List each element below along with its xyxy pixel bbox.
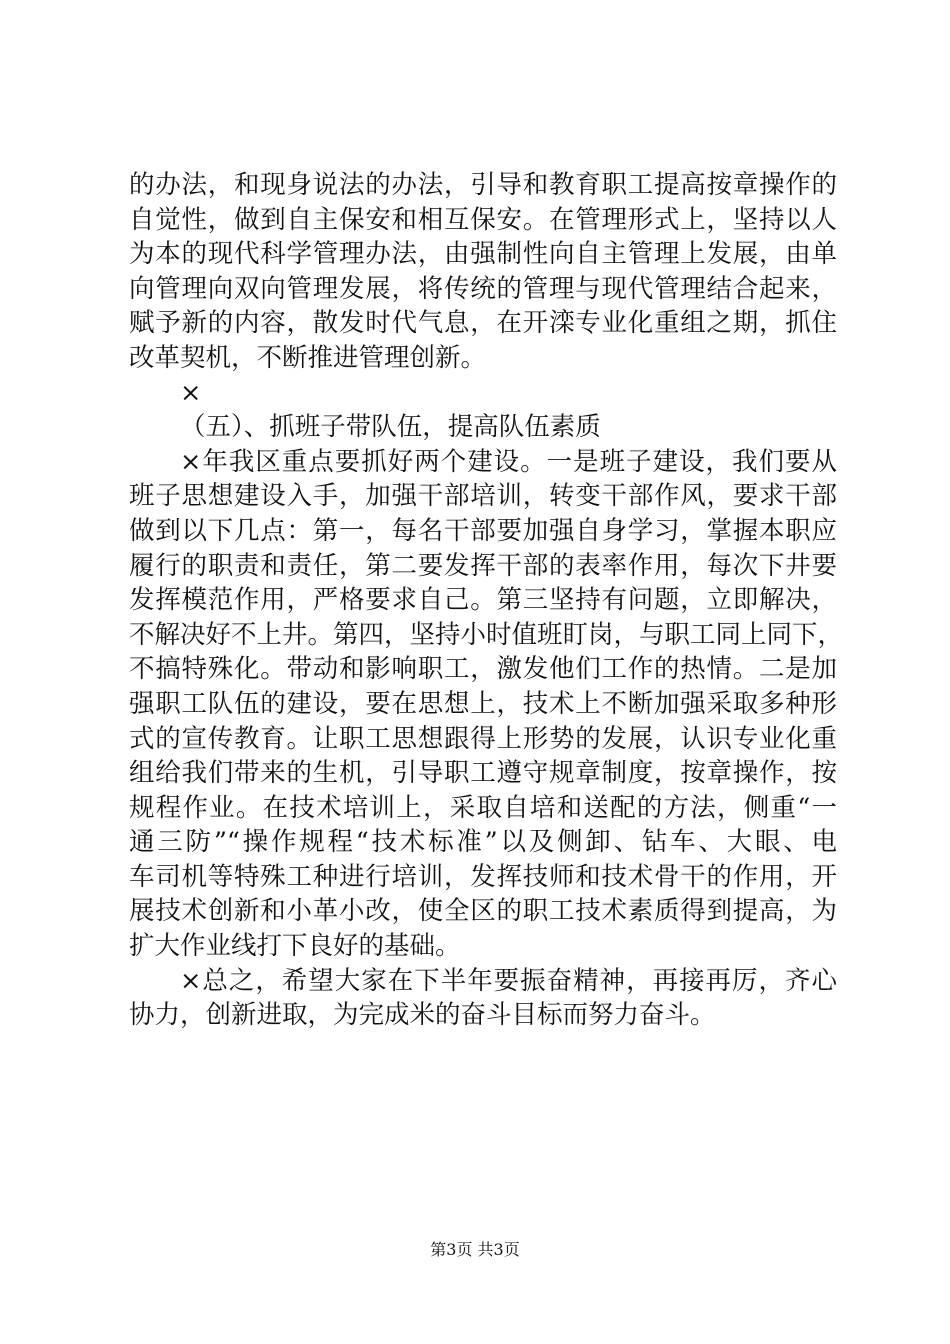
text-line: 不搞特殊化。带动和影响职工，激发他们工作的热情。二是加 <box>129 654 837 685</box>
text-line: × <box>180 377 202 408</box>
text-line: 发挥模范作用，严格要求自己。第三坚持有问题，立即解决， <box>129 585 837 616</box>
text-line: 做到以下几点：第一，每名干部要加强自身学习，掌握本职应 <box>129 515 837 546</box>
text-line: 式的宣传教育。让职工思想跟得上形势的发展，认识专业化重 <box>129 723 837 754</box>
text-line: 组给我们带来的生机，引导职工遵守规章制度，按章操作，按 <box>129 758 837 789</box>
text-line: 规程作业。在技术培训上，采取自培和送配的方法，侧重“一 <box>129 792 837 823</box>
text-line: 车司机等特殊工种进行培训，发挥技师和技术骨干的作用，开 <box>129 861 837 892</box>
text-line: 为本的现代科学管理办法，由强制性向自主管理上发展，由单 <box>129 239 837 270</box>
text-line: 不解决好不上井。第四，坚持小时值班盯岗，与职工同上同下， <box>129 619 844 650</box>
text-line: ×总之，希望大家在下半年要振奋精神，再接再厉，齐心 <box>180 965 837 996</box>
document-body <box>129 168 844 1033</box>
text-line: 强职工队伍的建设，要在思想上，技术上不断加强采取多种形 <box>129 688 837 719</box>
text-line: ×年我区重点要抓好两个建设。一是班子建设，我们要从 <box>180 446 837 477</box>
text-line: 展技术创新和小革小改，使全区的职工技术素质得到提高，为 <box>129 896 837 927</box>
text-line: 协力，创新进取，为完成米的奋斗目标而努力奋斗。 <box>129 1000 716 1031</box>
text-line: 扩大作业线打下良好的基础。 <box>129 931 461 962</box>
text-line: 履行的职责和责任，第二要发挥干部的表率作用，每次下井要 <box>129 550 837 581</box>
page-footer: 第3页 共3页 <box>430 1240 520 1259</box>
text-line: （五）、抓班子带队伍，提高队伍素质 <box>180 412 601 443</box>
text-line: 自觉性，做到自主保安和相互保安。在管理形式上，坚持以人 <box>129 204 837 235</box>
text-line: 改革契机，不断推进管理创新。 <box>129 342 487 373</box>
text-line: 班子思想建设入手，加强干部培训，转变干部作风，要求干部 <box>129 481 837 512</box>
text-line: 通三防”“操作规程“技术标准”以及侧卸、钻车、大眼、电 <box>129 827 837 858</box>
text-line: 的办法，和现身说法的办法，引导和教育职工提高按章操作的 <box>129 170 837 200</box>
text-line: 赋予新的内容，散发时代气息，在开滦专业化重组之期，抓住 <box>129 308 837 339</box>
text-line: 向管理向双向管理发展，将传统的管理与现代管理结合起来， <box>129 273 837 304</box>
